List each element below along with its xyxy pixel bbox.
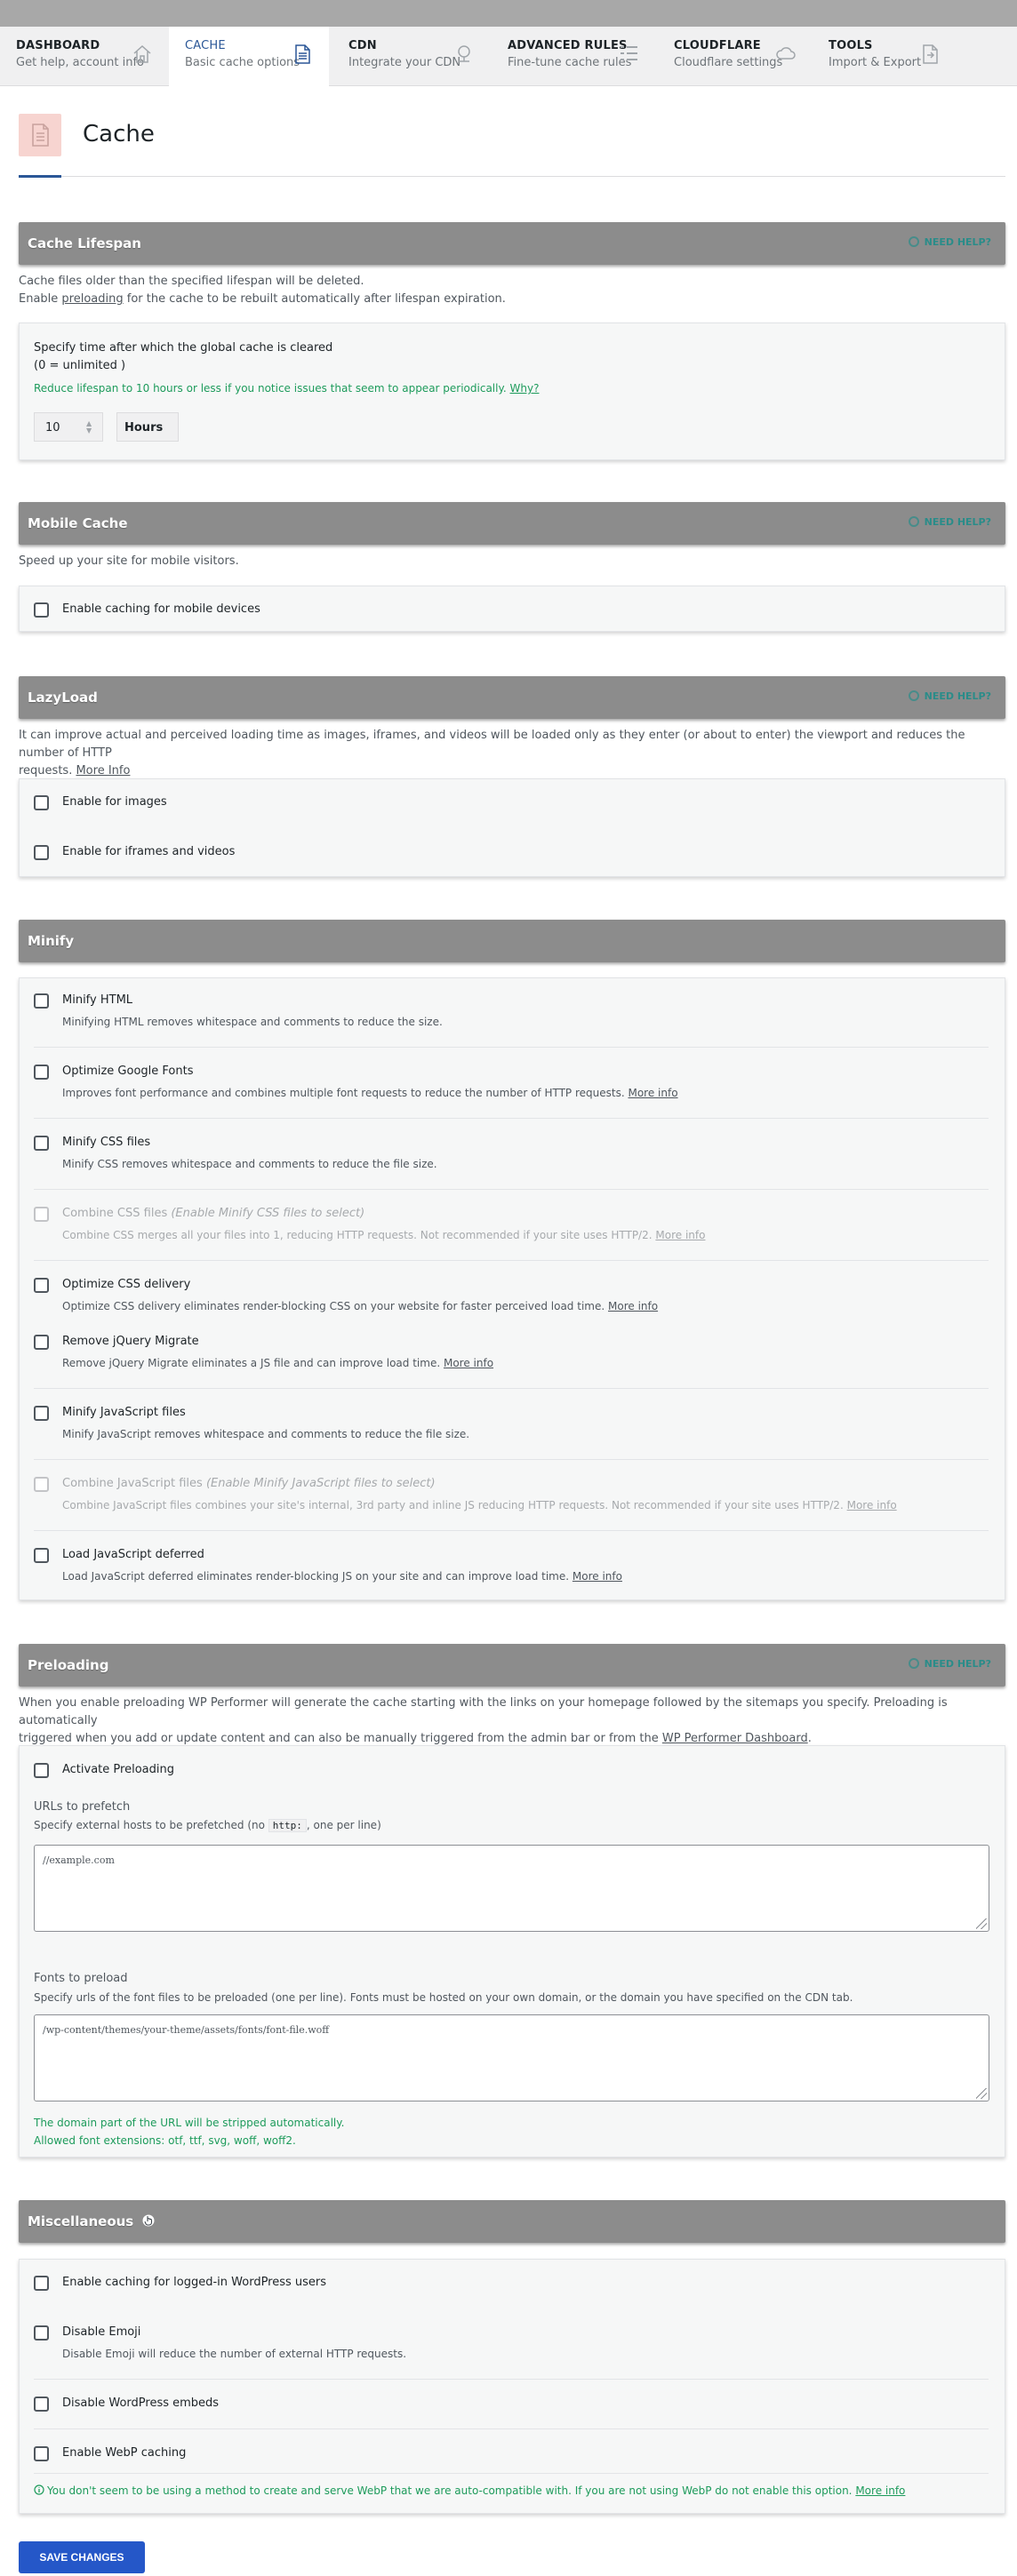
section-mobile-cache	[19, 502, 1005, 545]
option-label	[62, 1406, 186, 1419]
section-title	[28, 2213, 156, 2229]
preloading-desc-line1: When you enable preloading WP Performer will generate the cache starting with the links on your homepage followed by the sitemaps you specify. Preloading is automatically	[19, 1696, 948, 1727]
section-miscellaneous	[19, 2200, 1005, 2243]
misc-title-text: Miscellaneous	[28, 2213, 134, 2229]
option-label-text: Combine JavaScript files	[62, 1477, 203, 1490]
option-label: Disable WordPress embeds	[62, 2397, 220, 2410]
tab-cloudflare[interactable]	[658, 27, 818, 86]
option-hint: (Enable Minify CSS files to select)	[171, 1207, 365, 1220]
option-description	[62, 1158, 437, 1170]
fonts-title: Fonts to preload	[34, 1972, 128, 1985]
option-description	[62, 1016, 443, 1028]
more-info-link[interactable]: More info	[628, 1087, 678, 1099]
option-divider	[34, 1118, 989, 1119]
hand-pointer-icon	[141, 2213, 156, 2228]
lifespan-field-label	[34, 339, 332, 375]
option-divider	[34, 2428, 989, 2429]
option-label-text: Optimize Google Fonts	[62, 1065, 194, 1078]
option-label	[62, 993, 132, 1007]
option-description-text: Minify CSS removes whitespace and comments to reduce the file size.	[62, 1158, 437, 1170]
option-label	[62, 1065, 193, 1078]
option-label-text: Load JavaScript deferred	[62, 1548, 204, 1561]
header-divider	[19, 176, 1005, 177]
option-description	[62, 1570, 622, 1583]
activate-preloading-checkbox[interactable]	[34, 1763, 49, 1778]
tab-title: CLOUDFLARE	[674, 39, 761, 52]
lifespan-panel	[19, 323, 1005, 460]
disable-emoji-checkbox[interactable]	[34, 2325, 49, 2341]
lazyload-more-info-link[interactable]: More Info	[76, 764, 131, 778]
lazyload-desc-line1: It can improve actual and perceived loading time as images, iframes, and videos will be loaded only as they enter (or about to enter) the viewport and reduces the number of HTTP	[19, 729, 965, 760]
lazyload-iframes-checkbox[interactable]	[34, 845, 49, 860]
mobile-description: Speed up your site for mobile visitors.	[19, 554, 239, 568]
option-divider	[34, 1388, 989, 1389]
minify-html-checkbox[interactable]	[34, 993, 49, 1009]
tab-subtitle: Fine-tune cache rules	[508, 56, 632, 69]
fonts-notes	[34, 2114, 344, 2149]
lifespan-unit	[116, 412, 179, 442]
option-description	[62, 1229, 705, 1241]
tab-title: ADVANCED RULES	[508, 39, 628, 52]
option-label: Disable Emoji	[62, 2325, 141, 2339]
section-title: Minify	[28, 933, 75, 949]
option-label-text: Combine CSS files	[62, 1207, 168, 1220]
fonts-note-1: The domain part of the URL will be stripped automatically.	[34, 2117, 345, 2129]
option-description	[62, 1300, 658, 1312]
lifespan-desc-post: for the cache to be rebuilt automatically after lifespan expiration.	[123, 292, 506, 306]
need-help-label: NEED HELP?	[924, 690, 991, 702]
option-label-text: Remove jQuery Migrate	[62, 1335, 199, 1348]
tab-dashboard[interactable]	[0, 27, 169, 86]
need-help-link[interactable]	[909, 690, 991, 702]
help-circle-icon	[909, 236, 919, 247]
optimize-css-delivery-checkbox[interactable]	[34, 1278, 49, 1293]
tab-subtitle: Cloudflare settings	[674, 56, 783, 69]
section-title: LazyLoad	[28, 690, 98, 706]
prefetch-description	[34, 1819, 381, 1832]
option-description: Disable Emoji will reduce the number of external HTTP requests.	[62, 2348, 407, 2360]
document-icon	[19, 114, 61, 156]
minify-js-checkbox[interactable]	[34, 1406, 49, 1421]
lifespan-label-2: (0 = unlimited )	[34, 359, 126, 372]
tab-tools[interactable]	[813, 27, 973, 86]
preloading-desc-post: .	[807, 1732, 812, 1745]
tab-cache[interactable]	[169, 27, 329, 86]
option-divider	[34, 1047, 989, 1048]
section-preloading	[19, 1644, 1005, 1687]
option-description	[62, 1428, 469, 1440]
option-label: Enable caching for mobile devices	[62, 602, 260, 616]
header-accent	[19, 175, 61, 178]
option-label-text: Minify CSS files	[62, 1136, 151, 1149]
webp-caching-checkbox[interactable]	[34, 2446, 49, 2461]
section-title: Cache Lifespan	[28, 235, 141, 251]
combine-js-checkbox	[34, 1477, 49, 1492]
option-description-text: Minifying HTML removes whitespace and comments to reduce the size.	[62, 1016, 443, 1028]
more-info-link[interactable]: More info	[572, 1570, 622, 1583]
tab-title: CDN	[348, 39, 377, 52]
option-divider	[34, 2473, 989, 2474]
option-description-text: Combine JavaScript files combines your site's internal, 3rd party and inline JS reducing HTTP requests. Not recommended if your site uses HTTP/2.	[62, 1499, 844, 1511]
option-divider	[34, 1459, 989, 1460]
tab-advanced-rules[interactable]	[492, 27, 657, 86]
option-divider	[34, 1260, 989, 1261]
help-circle-icon	[909, 1658, 919, 1669]
dashboard-link[interactable]: WP Performer Dashboard	[661, 1732, 808, 1745]
section-cache-lifespan	[19, 222, 1005, 265]
preloading-panel	[19, 1745, 1005, 2157]
optimize-google-fonts-checkbox[interactable]	[34, 1065, 49, 1080]
lifespan-desc-pre: Enable	[19, 292, 62, 306]
prefetch-code: http:	[268, 1819, 307, 1832]
more-info-link[interactable]: More info	[846, 1499, 897, 1511]
option-description-text: Improves font performance and combines multiple font requests to reduce the number of HTTP requests.	[62, 1087, 625, 1099]
cloud-icon	[775, 43, 797, 66]
option-description-text: Load JavaScript deferred eliminates render-blocking JS on your site and can improve load time.	[62, 1570, 570, 1583]
tab-subtitle: Basic cache options	[185, 56, 300, 69]
resize-handle-icon[interactable]	[976, 1918, 987, 1929]
misc-panel	[19, 2259, 1005, 2514]
resize-handle-icon[interactable]	[976, 2088, 987, 2099]
prefetch-textarea[interactable]	[34, 1845, 989, 1932]
document-icon	[292, 43, 313, 66]
settings-tabs	[0, 27, 1017, 86]
tab-subtitle: Integrate your CDN	[348, 56, 461, 69]
fonts-description: Specify urls of the font files to be preloaded (one per line). Fonts must be hosted on your own domain, or the domain you have specified on the CDN tab.	[34, 1991, 853, 2004]
why-link[interactable]: Why?	[509, 382, 540, 395]
admin-top-bar	[0, 0, 1017, 27]
tab-title: CACHE	[185, 39, 226, 52]
cloud-network-icon	[453, 43, 475, 66]
option-label: Enable for iframes and videos	[62, 845, 236, 858]
more-info-link[interactable]: More info	[655, 1229, 706, 1241]
option-divider	[34, 1530, 989, 1531]
need-help-link[interactable]	[909, 236, 991, 248]
tab-cdn[interactable]	[332, 27, 492, 86]
lifespan-number-input[interactable]	[34, 412, 103, 442]
tab-subtitle: Import & Export	[829, 56, 922, 69]
option-description	[62, 1357, 493, 1369]
more-info-link[interactable]: More info	[443, 1357, 494, 1369]
lazyload-panel	[19, 778, 1005, 877]
info-icon	[34, 2484, 44, 2495]
section-title: Mobile Cache	[28, 515, 128, 531]
option-label	[62, 1207, 364, 1220]
option-label-text: Optimize CSS delivery	[62, 1278, 191, 1291]
need-help-label: NEED HELP?	[924, 516, 991, 528]
prefetch-desc-pre: Specify external hosts to be prefetched (no	[34, 1819, 268, 1831]
remove-jquery-migrate-checkbox[interactable]	[34, 1335, 49, 1350]
prefetch-placeholder: //example.com	[43, 1854, 115, 1866]
fonts-placeholder: /wp-content/themes/your-theme/assets/fonts/font-file.woff	[43, 2024, 330, 2036]
tab-title: TOOLS	[829, 39, 873, 52]
need-help-link[interactable]	[909, 516, 991, 528]
lifespan-unit-label: Hours	[124, 421, 164, 435]
need-help-link[interactable]	[909, 1658, 991, 1670]
option-label: Enable caching for logged-in WordPress users	[62, 2276, 327, 2289]
option-description-text: Minify JavaScript removes whitespace and comments to reduce the file size.	[62, 1428, 470, 1440]
save-changes-button[interactable]: SAVE CHANGES	[19, 2541, 145, 2573]
preloading-description	[19, 1695, 1005, 1748]
lifespan-label-1: Specify time after which the global cache is cleared	[34, 341, 333, 355]
lifespan-desc-line1: Cache files older than the specified lifespan will be deleted.	[19, 275, 364, 288]
fonts-note-2: Allowed font extensions: otf, ttf, svg, woff, woff2.	[34, 2134, 296, 2147]
mobile-cache-checkbox[interactable]	[34, 602, 49, 618]
house-icon	[132, 43, 153, 66]
tab-title: DASHBOARD	[16, 39, 100, 52]
option-divider	[34, 2379, 989, 2380]
option-label	[62, 1335, 199, 1348]
section-title: Preloading	[28, 1657, 109, 1673]
lazyload-desc-line2: requests.	[19, 764, 73, 778]
defer-js-checkbox[interactable]	[34, 1548, 49, 1563]
option-divider	[34, 1189, 989, 1190]
more-info-link[interactable]: More info	[608, 1300, 659, 1312]
minify-css-checkbox[interactable]	[34, 1136, 49, 1151]
page-title: Cache	[83, 121, 155, 148]
minify-panel	[19, 977, 1005, 1600]
section-minify	[19, 920, 1005, 962]
option-label-text: Minify HTML	[62, 993, 133, 1007]
option-label: Enable WebP caching	[62, 2446, 187, 2460]
logged-in-cache-checkbox[interactable]	[34, 2276, 49, 2291]
lazyload-images-checkbox[interactable]	[34, 795, 49, 810]
option-label: Enable for images	[62, 795, 167, 809]
preloading-link[interactable]: preloading	[61, 292, 124, 306]
section-lazyload	[19, 676, 1005, 719]
combine-css-checkbox	[34, 1207, 49, 1222]
file-export-icon	[919, 43, 941, 66]
option-label: Activate Preloading	[62, 1763, 174, 1776]
tab-subtitle: Get help, account info	[16, 56, 144, 69]
option-description-text: Optimize CSS delivery eliminates render-blocking CSS on your website for faster perceived load time.	[62, 1300, 605, 1312]
option-label	[62, 1477, 436, 1490]
option-hint: (Enable Minify JavaScript files to select)	[205, 1477, 436, 1490]
option-label-text: Minify JavaScript files	[62, 1406, 186, 1419]
option-label	[62, 1548, 204, 1561]
mobile-panel	[19, 586, 1005, 632]
need-help-label: NEED HELP?	[924, 1658, 991, 1670]
preloading-desc-pre: triggered when you add or update content and can also be manually triggered from the admin bar or from the	[19, 1732, 662, 1745]
prefetch-desc-post: , one per line)	[306, 1819, 381, 1831]
help-circle-icon	[909, 690, 919, 701]
option-label	[62, 1136, 150, 1149]
option-label	[62, 1278, 190, 1291]
lifespan-tip-text: Reduce lifespan to 10 hours or less if you notice issues that seem to appear periodically.	[34, 382, 507, 395]
option-description-text: Remove jQuery Migrate eliminates a JS file and can improve load time.	[62, 1357, 441, 1369]
need-help-label: NEED HELP?	[924, 236, 991, 248]
webp-note	[34, 2484, 905, 2497]
webp-more-info-link[interactable]: More info	[855, 2484, 906, 2497]
lifespan-tip	[34, 382, 539, 395]
help-circle-icon	[909, 516, 919, 527]
prefetch-title: URLs to prefetch	[34, 1800, 131, 1814]
fonts-textarea[interactable]	[34, 2014, 989, 2101]
disable-embeds-checkbox[interactable]	[34, 2397, 49, 2412]
list-rules-icon	[618, 43, 639, 66]
lifespan-description	[19, 273, 1005, 308]
option-description-text: Combine CSS merges all your files into 1, reducing HTTP requests. Not recommended if your site uses HTTP/2.	[62, 1229, 653, 1241]
lazyload-description	[19, 727, 1005, 780]
option-description	[62, 1499, 897, 1511]
webp-note-text: You don't seem to be using a method to create and serve WebP that we are auto-compatible with. If you are not using WebP do not enable this option.	[47, 2484, 853, 2497]
option-description	[62, 1087, 678, 1099]
lifespan-value: 10	[45, 421, 60, 435]
spinner-arrows-icon[interactable]: ▲ ▼	[86, 419, 92, 435]
